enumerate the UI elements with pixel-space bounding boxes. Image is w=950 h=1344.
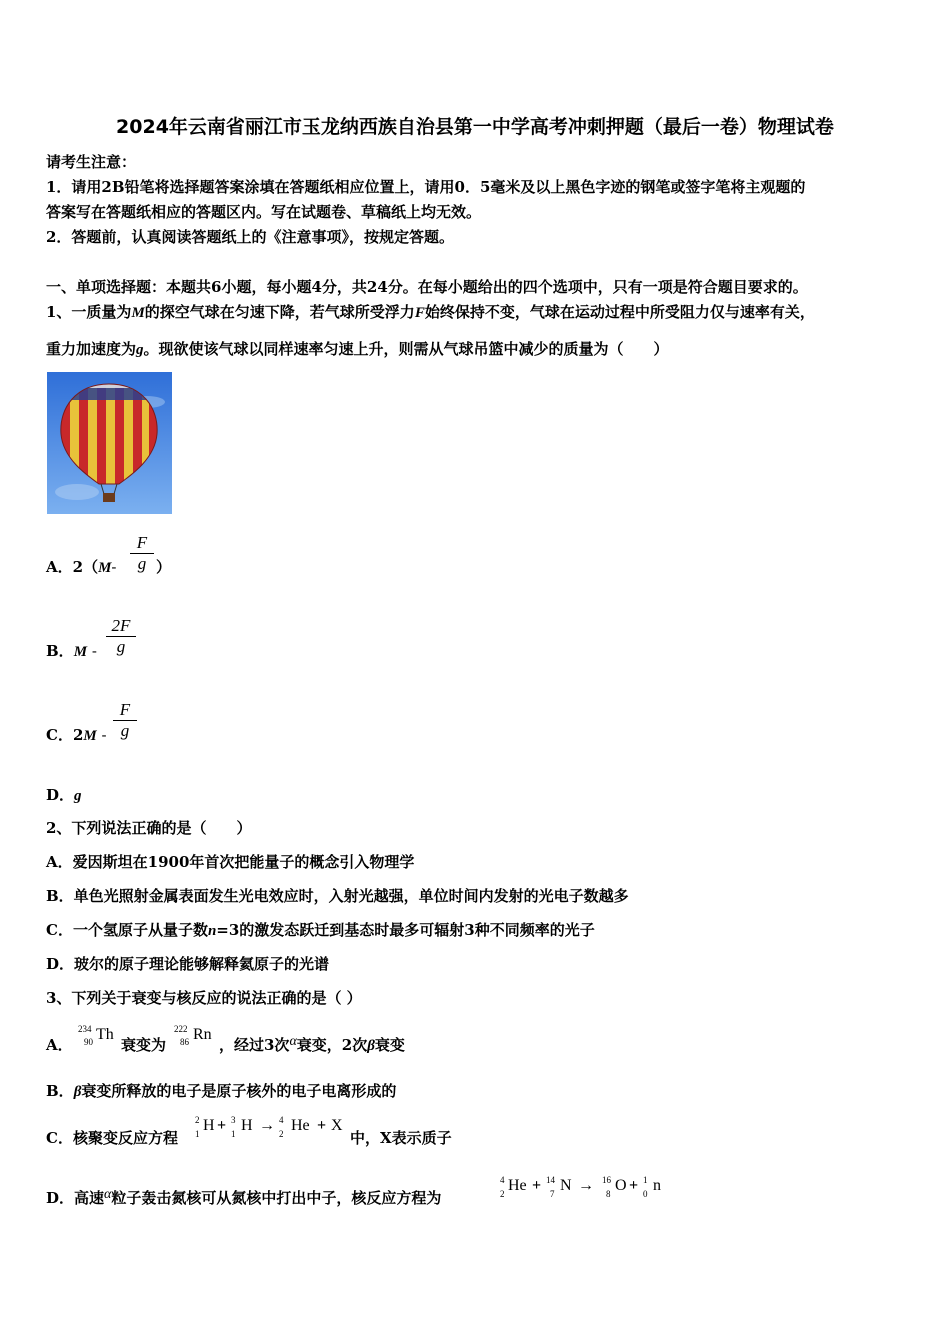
q3-option-b: B．β衰变所释放的电子是原子核外的电子电离形成的 bbox=[46, 1082, 397, 1100]
q2-stem: 2、下列说法正确的是（ ） bbox=[46, 819, 252, 837]
q3-option-a-tail: ，经过3次α衰变，2次β衰变 bbox=[219, 1034, 405, 1054]
q3-stem: 3、下列关于衰变与核反应的说法正确的是（ ） bbox=[46, 989, 362, 1007]
q1-option-a-fraction: F g bbox=[130, 533, 154, 574]
notice-heading: 请考生注意： bbox=[46, 153, 137, 171]
q2-option-d: D．玻尔的原子理论能够解释氦原子的光谱 bbox=[46, 955, 330, 973]
section-heading: 一、单项选择题：本题共6小题，每小题4分，共24分。在每小题给出的四个选项中，只有一项是符合题目要求的。 bbox=[46, 278, 808, 296]
q3-option-c-tail: 中，X表示质子 bbox=[350, 1129, 452, 1147]
q1-option-b-fraction: 2F g bbox=[106, 616, 136, 657]
arrow-icon: → bbox=[259, 1117, 275, 1134]
q3-option-a-label: A． bbox=[46, 1036, 73, 1054]
q1-option-d: D．g bbox=[46, 786, 82, 804]
q1-option-a: A．2（M- bbox=[46, 558, 117, 576]
q1-stem-line1: 1、一质量为M的探空气球在匀速下降，若气球所受浮力F始终保持不变，气球在运动过程中所受阻力仅与速率有关， bbox=[46, 303, 815, 321]
q1-stem-line2: 重力加速度为g。现欲使该气球以同样速率匀速上升，则需从气球吊篮中减少的质量为（ ） bbox=[46, 340, 669, 358]
q1-option-a-close: ） bbox=[156, 558, 172, 576]
notice-line-1: 1．请用2B铅笔将选择题答案涂填在答题纸相应位置上，请用0．5毫米及以上黑色字迹的钢笔或签字笔将主观题的 bbox=[46, 178, 806, 196]
q3-option-d-text: D．高速α粒子轰击氮核可从氮核中打出中子，核反应方程为 bbox=[46, 1187, 442, 1207]
arrow-icon: → bbox=[578, 1177, 594, 1194]
hot-air-balloon-image bbox=[47, 372, 172, 514]
fusion-equation: 2 1 H + 3 1 H → 4 2 He + X bbox=[195, 1115, 343, 1139]
radon-nuclide: 222 86 Rn bbox=[174, 1024, 212, 1047]
thorium-nuclide: 234 90 Th bbox=[78, 1024, 114, 1047]
q2-option-b: B．单色光照射金属表面发生光电效应时，入射光越强，单位时间内发射的光电子数越多 bbox=[46, 887, 629, 905]
nitrogen-reaction-equation: 4 2 He + 14 7 N → 16 8 O + 1 0 n bbox=[500, 1175, 661, 1199]
page-title: 2024年云南省丽江市玉龙纳西族自治县第一中学高考冲刺押题（最后一卷）物理试卷 bbox=[116, 116, 834, 138]
notice-line-2: 2．答题前，认真阅读答题纸上的《注意事项》，按规定答题。 bbox=[46, 228, 454, 246]
q1-option-c: C．2M - bbox=[46, 726, 107, 744]
q1-option-c-fraction: F g bbox=[113, 700, 137, 741]
q3-option-c-label: C．核聚变反应方程 bbox=[46, 1129, 178, 1147]
notice-line-1b: 答案写在答题纸相应的答题区内。写在试题卷、草稿纸上均无效。 bbox=[46, 203, 482, 221]
q1-option-b: B．M - bbox=[46, 642, 97, 660]
q3-option-a-mid: 衰变为 bbox=[121, 1036, 167, 1054]
q2-option-c: C．一个氢原子从量子数n=3的激发态跃迁到基态时最多可辐射3种不同频率的光子 bbox=[46, 921, 595, 939]
q2-option-a: A．爱因斯坦在1900年首次把能量子的概念引入物理学 bbox=[46, 853, 415, 871]
